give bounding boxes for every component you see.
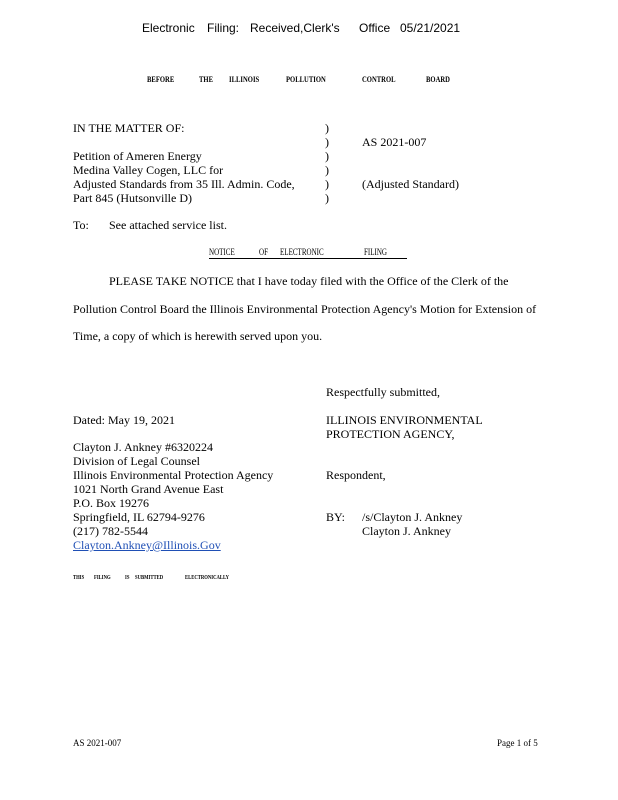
caption-line-2: Medina Valley Cogen, LLC for — [73, 163, 224, 177]
case-number: AS 2021-007 — [362, 135, 427, 149]
caption-paren: ) — [325, 149, 329, 163]
agency-line-2: PROTECTION AGENCY, — [326, 427, 455, 441]
counsel-email-link[interactable]: Clayton.Ankney@Illinois.Gov — [73, 538, 221, 552]
stamp-word-office: Office — [359, 21, 391, 35]
caption-line-3: Adjusted Standards from 35 Ill. Admin. Code, — [73, 177, 295, 191]
agency-line-1: ILLINOIS ENVIRONMENTAL — [326, 413, 483, 427]
board-heading-illinois: ILLINOIS — [229, 74, 260, 84]
caption-paren: ) — [325, 135, 329, 149]
caption-paren: ) — [325, 191, 329, 205]
notice-underline — [209, 258, 407, 259]
caption-line-1: Petition of Ameren Energy — [73, 149, 202, 163]
counsel-po-box: P.O. Box 19276 — [73, 496, 150, 510]
caption-paren: ) — [325, 121, 329, 135]
to-label: To: — [73, 218, 89, 232]
signer-name: Clayton J. Ankney — [362, 524, 451, 538]
board-heading-before: BEFORE — [147, 74, 175, 84]
note-is: IS — [125, 575, 130, 581]
notice-word-electronic: ELECTRONIC — [280, 247, 324, 257]
counsel-division: Division of Legal Counsel — [73, 454, 200, 468]
note-electronically: ELECTRONICALLY — [185, 575, 230, 581]
note-filing: FILING — [94, 575, 111, 581]
stamp-word-electronic: Electronic — [142, 21, 195, 35]
matter-label: IN THE MATTER OF: — [73, 121, 185, 135]
notice-word-of: OF — [259, 247, 268, 257]
board-heading-the: THE — [199, 74, 214, 84]
case-type: (Adjusted Standard) — [362, 177, 459, 191]
by-label: BY: — [326, 510, 345, 524]
notice-word-notice: NOTICE — [209, 247, 235, 257]
counsel-city: Springfield, IL 62794-9276 — [73, 510, 205, 524]
note-this: THIS — [73, 575, 85, 581]
respectfully-submitted: Respectfully submitted, — [326, 385, 440, 399]
footer-case-number: AS 2021-007 — [73, 738, 122, 748]
note-submitted: SUBMITTED — [135, 575, 164, 581]
stamp-word-received: Received,Clerk's — [250, 21, 340, 35]
board-heading-control: CONTROL — [362, 74, 396, 84]
counsel-street: 1021 North Grand Avenue East — [73, 482, 224, 496]
body-line-2: Pollution Control Board the Illinois Environmental Protection Agency's Motion for Extension of — [73, 302, 537, 316]
electronic-signature: /s/Clayton J. Ankney — [362, 510, 463, 524]
board-heading-board: BOARD — [426, 74, 450, 84]
caption-paren: ) — [325, 177, 329, 191]
caption-paren: ) — [325, 163, 329, 177]
dated-line: Dated: May 19, 2021 — [73, 413, 175, 427]
to-text: See attached service list. — [109, 218, 227, 232]
body-line-3: Time, a copy of which is herewith served upon you. — [73, 329, 323, 343]
notice-word-filing: FILING — [364, 247, 388, 257]
respondent-label: Respondent, — [326, 468, 386, 482]
body-line-1: PLEASE TAKE NOTICE that I have today filed with the Office of the Clerk of the — [109, 274, 509, 288]
counsel-phone: (217) 782-5544 — [73, 524, 148, 538]
counsel-name: Clayton J. Ankney #6320224 — [73, 440, 213, 454]
stamp-word-filing: Filing: — [207, 21, 240, 35]
caption-line-4: Part 845 (Hutsonville D) — [73, 191, 192, 205]
stamp-date: 05/21/2021 — [400, 21, 461, 35]
board-heading-pollution: POLLUTION — [286, 74, 326, 84]
footer-page-number: Page 1 of 5 — [497, 738, 538, 748]
counsel-agency: Illinois Environmental Protection Agency — [73, 468, 274, 482]
